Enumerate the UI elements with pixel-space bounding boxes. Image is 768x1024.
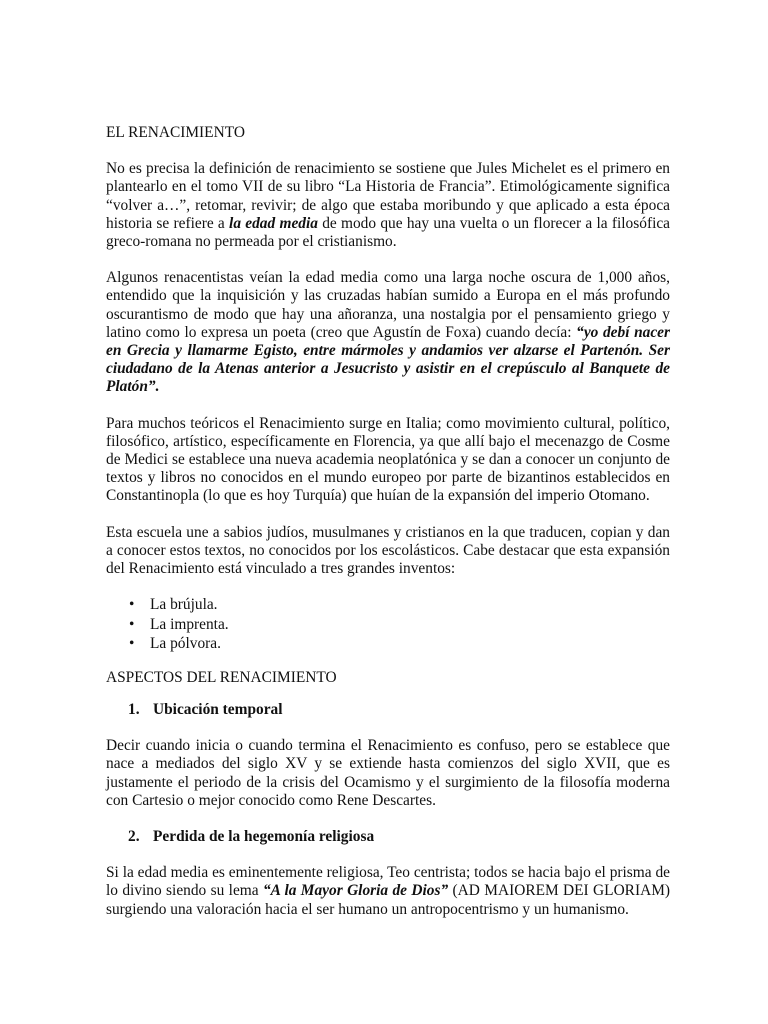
- section-2-text-a: Si la edad media es eminentemente religiosa, Teo centrista; todos se hacia bajo el prisma de lo divino siendo su lema: [106, 864, 670, 900]
- section-2-title: Perdida de la hegemonía religiosa: [153, 827, 375, 845]
- paragraph-3: Para muchos teóricos el Renacimiento surge en Italia; como movimiento cultural, político, filosófico, artístico, específicamente en Florencia, ya que allí bajo el mecenazgo de Cosme de Medici se establece una nueva academia neoplatónica y se dan a conocer un conjunto de textos y libros no conocidos en el mundo europeo por parte de bizantinos establecidos en Constantinopla (lo que es hoy Turquía) que huían de la expansión del imperio Otomano.: [106, 414, 670, 505]
- section-2-heading: [106, 828, 670, 846]
- list-item: • La pólvora.: [106, 635, 670, 655]
- paragraph-1: [106, 160, 670, 251]
- paragraph-1-text-b: de modo que hay una vuelta o un florecer a la filosófica greco-romana no permeada por el cristianismo.: [106, 214, 671, 251]
- list-item: • La imprenta.: [106, 616, 670, 636]
- paragraph-2: [106, 269, 670, 396]
- paragraph-2-text: Algunos renacentistas veían la edad media como una larga noche oscura de 1,000 años, entendido que la inquisición y las cruzadas habían sumido a Europa en el más profundo oscurantismo de modo que hay una añoranza, una nostalgia por el pensamiento griego y latino como lo expresa un poeta (creo que Agustín de Foxa) cuando decía:: [106, 269, 670, 341]
- aspects-heading: ASPECTOS DEL RENACIMIENTO: [106, 668, 337, 686]
- section-1-text: Decir cuando inicia o cuando termina el Renacimiento es confuso, pero se establece que nace a mediados del siglo XV y se extiende hasta comienzos del siglo XVII, que es justamente el periodo de la crisis del Ocamismo y el surgimiento de la filosofía moderna con Cartesio o mejor conocido como Rene Descartes.: [106, 737, 670, 809]
- section-1-heading: [106, 701, 670, 719]
- paragraph-1-emphasis: la edad media: [229, 214, 318, 232]
- section-2-text-b: (AD MAIOREM DEI GLORIAM) surgiendo una valoración hacia el ser humano un antropocentrismo y un humanismo.: [106, 882, 671, 918]
- paragraph-2-quote: “yo debí nacer en Grecia y llamarme Egisto, entre mármoles y andamios ver alzarse el Partenón. Ser ciudadano de la Atenas anterior a Jesucristo y asistir en el crepúsculo al Banquete de Platón”.: [106, 323, 670, 396]
- paragraph-1-text-a: No es precisa la definición de renacimiento se sostiene que Jules Michelet es el primero en plantearlo en el tomo VII de su libro “La Historia de Francia”. Etimológicamente significa “volver a…”, retomar, revivir; de algo que estaba moribundo y que aplicado a esta época historia se refiere a: [106, 160, 670, 232]
- section-2-text: [106, 864, 670, 919]
- section-2-motto: “A la Mayor Gloria de Dios”: [262, 882, 449, 900]
- section-2-number: 2.: [128, 827, 140, 845]
- paragraph-4: Esta escuela une a sabios judíos, musulmanes y cristianos en la que traducen, copian y dan a conocer estos textos, no conocidos por los escolásticos. Cabe destacar que esta expansión del Renacimiento está vinculado a tres grandes inventos:: [106, 523, 670, 578]
- section-1-number: 1.: [128, 700, 140, 718]
- inventions-list: [106, 596, 670, 655]
- list-item: • La brújula.: [106, 596, 670, 616]
- section-1-title: Ubicación temporal: [153, 700, 283, 718]
- document-title: EL RENACIMIENTO: [106, 124, 245, 141]
